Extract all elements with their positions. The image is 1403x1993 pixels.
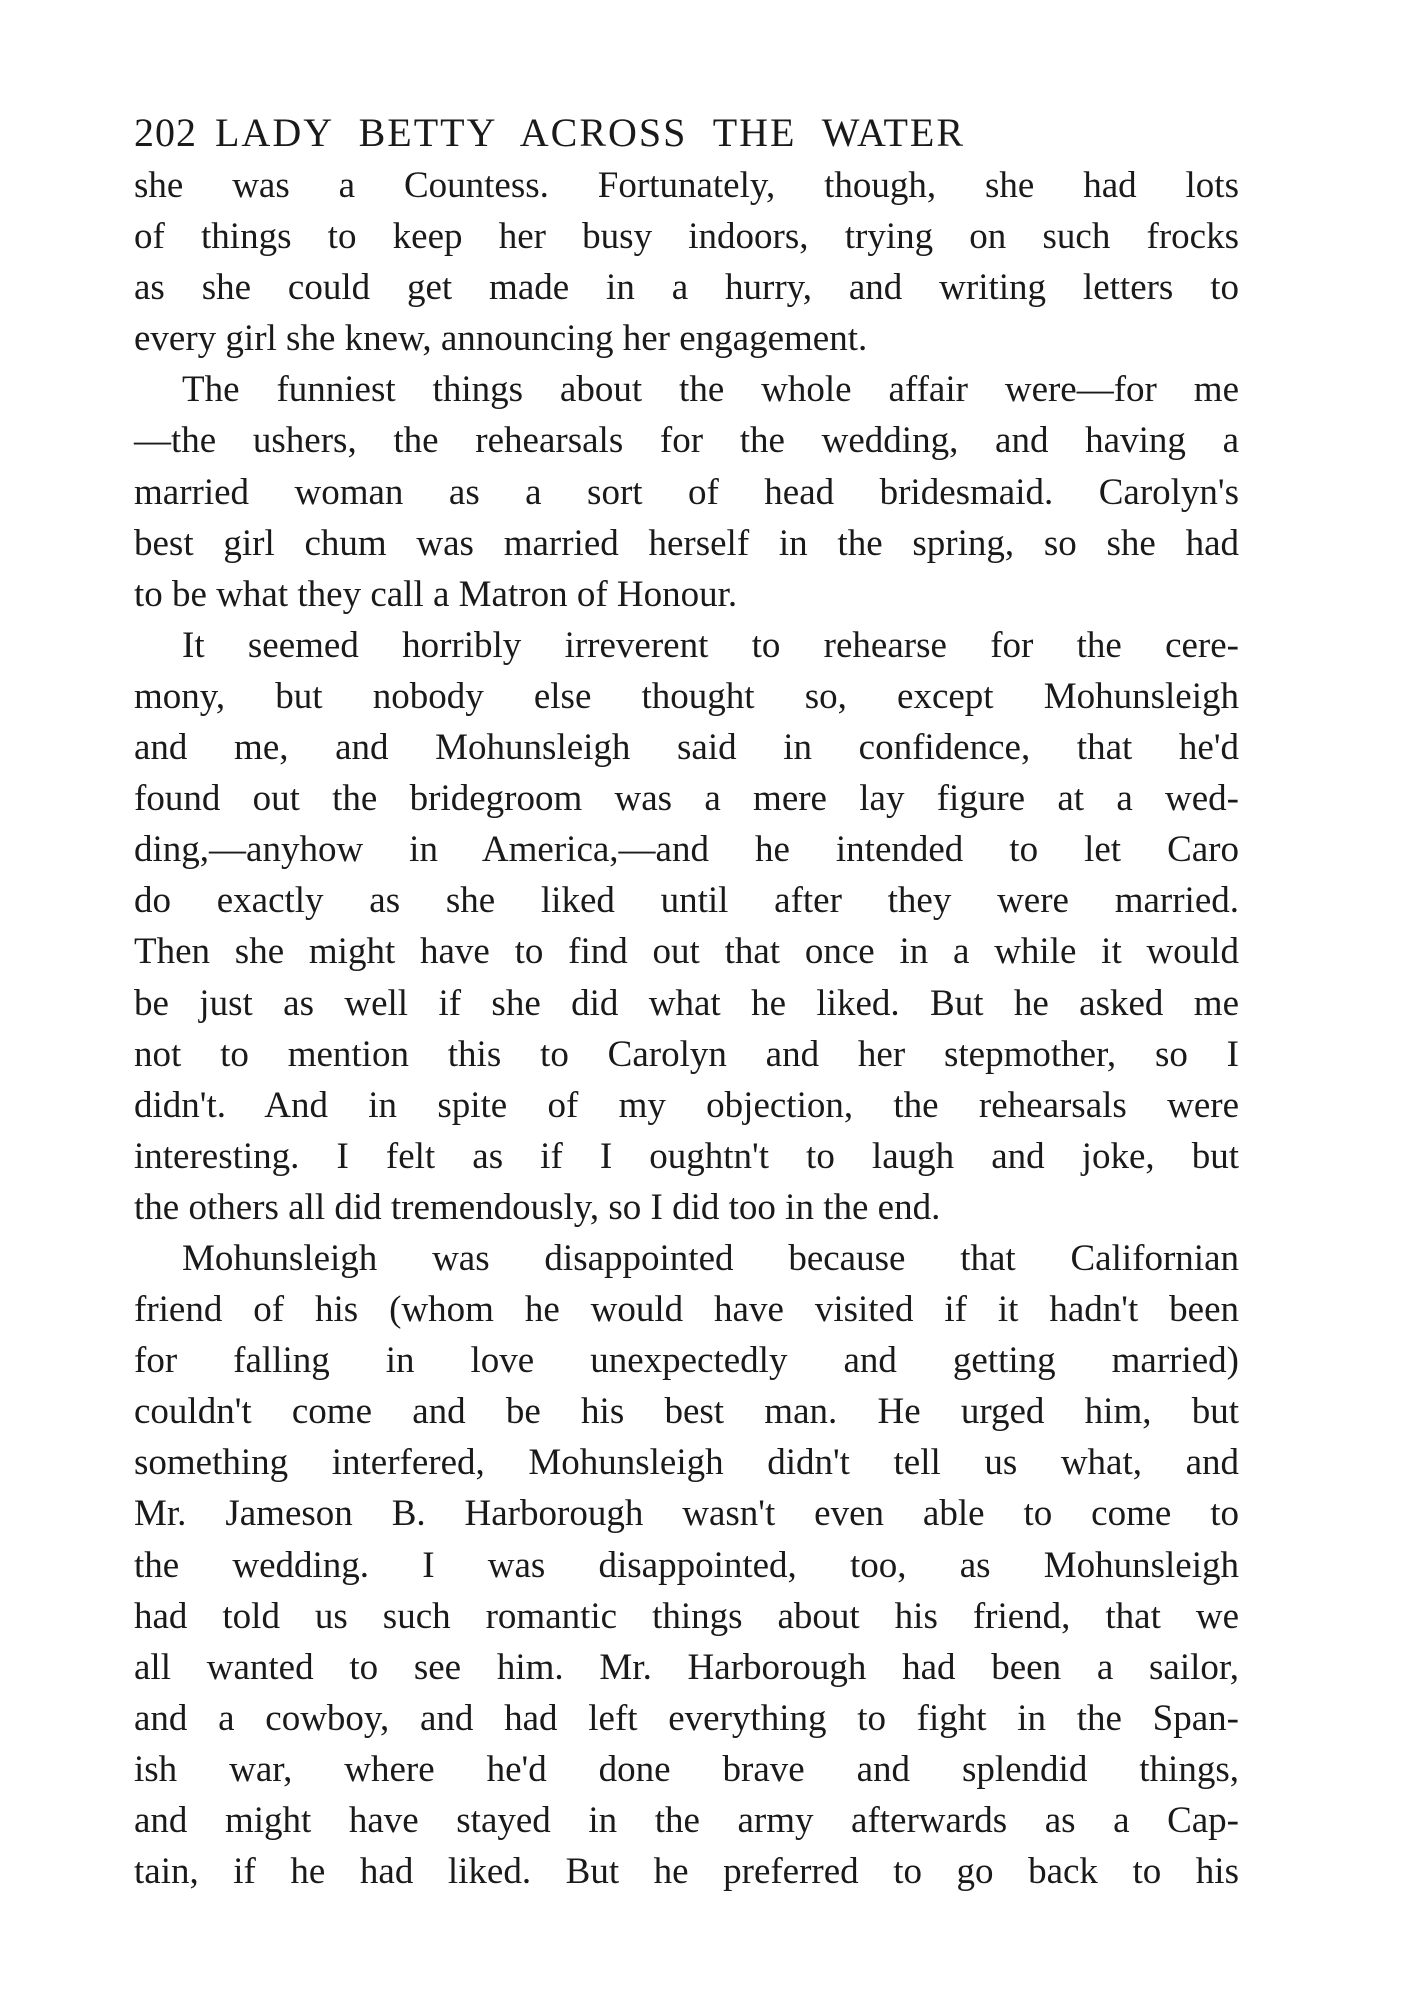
text-line: couldn't come and be his best man. He urged him, but <box>134 1391 1239 1433</box>
text-line: every girl she knew, announcing her engagement. <box>134 318 868 360</box>
text-line: ding,—anyhow in America,—and he intended to let Caro <box>134 829 1239 871</box>
text-line: to be what they call a Matron of Honour. <box>134 573 738 615</box>
text-line: ish war, where he'd done brave and splendid things, <box>134 1748 1239 1790</box>
text-line: tain, if he had liked. But he preferred to go back to his <box>134 1851 1239 1893</box>
running-title: LADY BETTY ACROSS THE WATER <box>215 110 966 155</box>
book-page <box>134 106 1239 1897</box>
paragraph-rehearsal <box>134 620 1239 1233</box>
text-line: married woman as a sort of head bridesmaid. Carolyn's <box>134 471 1239 513</box>
text-line: —the ushers, the rehearsals for the wedding, and having a <box>134 420 1239 462</box>
text-line: do exactly as she liked until after they were married. <box>134 880 1239 922</box>
text-line: and me, and Mohunsleigh said in confidence, that he'd <box>134 727 1239 769</box>
text-line: all wanted to see him. Mr. Harborough had been a sailor, <box>134 1646 1239 1688</box>
text-line: not to mention this to Carolyn and her stepmother, so I <box>134 1033 1239 1075</box>
paragraph-ushers <box>134 364 1239 619</box>
text-line: the others all did tremendously, so I did too in the end. <box>134 1186 941 1228</box>
text-line: It seemed horribly irreverent to rehearse for the cere- <box>182 624 1239 666</box>
text-line: as she could get made in a hurry, and writing letters to <box>134 267 1239 309</box>
text-line: be just as well if she did what he liked. But he asked me <box>134 982 1239 1024</box>
text-line: didn't. And in spite of my objection, the rehearsals were <box>134 1084 1239 1126</box>
text-line: found out the bridegroom was a mere lay figure at a wed- <box>134 778 1239 820</box>
text-line: for falling in love unexpectedly and getting married) <box>134 1340 1239 1382</box>
text-line: friend of his (whom he would have visited if it hadn't been <box>134 1289 1239 1331</box>
running-header <box>134 106 1239 160</box>
text-line: best girl chum was married herself in the spring, so she had <box>134 522 1239 564</box>
paragraph-best-man <box>134 1233 1239 1897</box>
text-line: Mr. Jameson B. Harborough wasn't even able to come to <box>134 1493 1239 1535</box>
text-line: and might have stayed in the army afterwards as a Cap- <box>134 1800 1239 1841</box>
text-line: interesting. I felt as if I oughtn't to laugh and joke, but <box>134 1135 1239 1177</box>
text-line: she was a Countess. Fortunately, though, she had lots <box>134 165 1239 206</box>
text-line: something interfered, Mohunsleigh didn't tell us what, and <box>134 1442 1239 1484</box>
text-line: Then she might have to find out that once in a while it would <box>134 931 1239 973</box>
text-line: Mohunsleigh was disappointed because that Californian <box>182 1237 1239 1279</box>
text-line: and a cowboy, and had left everything to fight in the Span- <box>134 1697 1239 1739</box>
paragraph-continuation <box>134 160 1239 364</box>
text-line: the wedding. I was disappointed, too, as Mohunsleigh <box>134 1544 1239 1586</box>
text-line: had told us such romantic things about his friend, that we <box>134 1595 1239 1637</box>
text-line: of things to keep her busy indoors, trying on such frocks <box>134 216 1239 258</box>
text-line: The funniest things about the whole affair were—for me <box>182 369 1239 411</box>
text-line: mony, but nobody else thought so, except Mohunsleigh <box>134 675 1239 717</box>
page-number: 202 <box>134 110 197 155</box>
